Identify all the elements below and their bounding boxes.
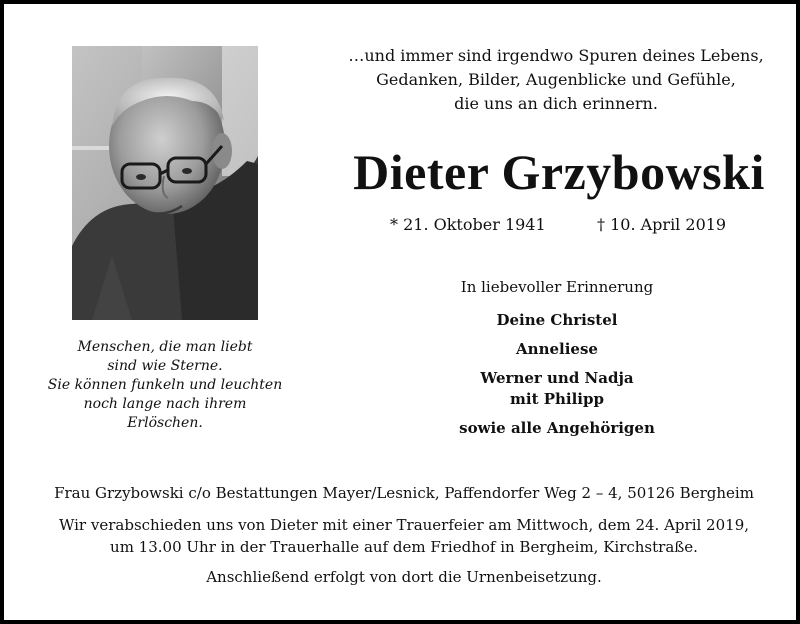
quote-line: …und immer sind irgendwo Spuren deines Lebens,	[348, 46, 764, 65]
mourner-name: Werner und Nadja	[480, 369, 634, 387]
death-date: † 10. April 2019	[597, 215, 727, 234]
mourner-name: mit Philipp	[510, 390, 604, 408]
quote-line: Gedanken, Bilder, Augenblicke und Gefühle,	[376, 70, 736, 89]
poem-line: Erlöschen.	[127, 415, 203, 431]
poem-line: noch lange nach ihrem	[83, 396, 247, 412]
contact-address: Frau Grzybowski c/o Bestattungen Mayer/Lesnick, Paffendorfer Weg 2 – 4, 50126 Bergheim	[54, 484, 754, 502]
poem-line: sind wie Sterne.	[107, 358, 223, 374]
mourner-name: Deine Christel	[496, 311, 618, 329]
deceased-name: Dieter Grzybowski	[353, 144, 765, 200]
remembrance-intro: In liebevoller Erinnerung	[460, 278, 654, 296]
mourners-list	[404, 310, 710, 439]
ceremony-line: um 13.00 Uhr in der Trauerhalle auf dem Friedhof in Bergheim, Kirchstraße.	[110, 538, 698, 556]
birth-date: * 21. Oktober 1941	[390, 215, 546, 234]
memorial-poem	[44, 338, 286, 433]
poem-line: Sie können funkeln und leuchten	[47, 377, 283, 393]
mourner-name: Anneliese	[516, 340, 598, 358]
mourner-name: sowie alle Angehörigen	[459, 419, 655, 437]
ceremony-line: Wir verabschieden uns von Dieter mit einer Trauerfeier am Mittwoch, dem 24. April 2019,	[58, 516, 749, 534]
ceremony-notice	[24, 514, 784, 558]
urn-burial-notice: Anschließend erfolgt von dort die Urnenbeisetzung.	[206, 568, 602, 586]
portrait-photo	[72, 46, 258, 320]
poem-line: Menschen, die man liebt	[77, 339, 253, 355]
quote-line: die uns an dich erinnern.	[454, 94, 658, 113]
memorial-quote	[334, 44, 778, 116]
